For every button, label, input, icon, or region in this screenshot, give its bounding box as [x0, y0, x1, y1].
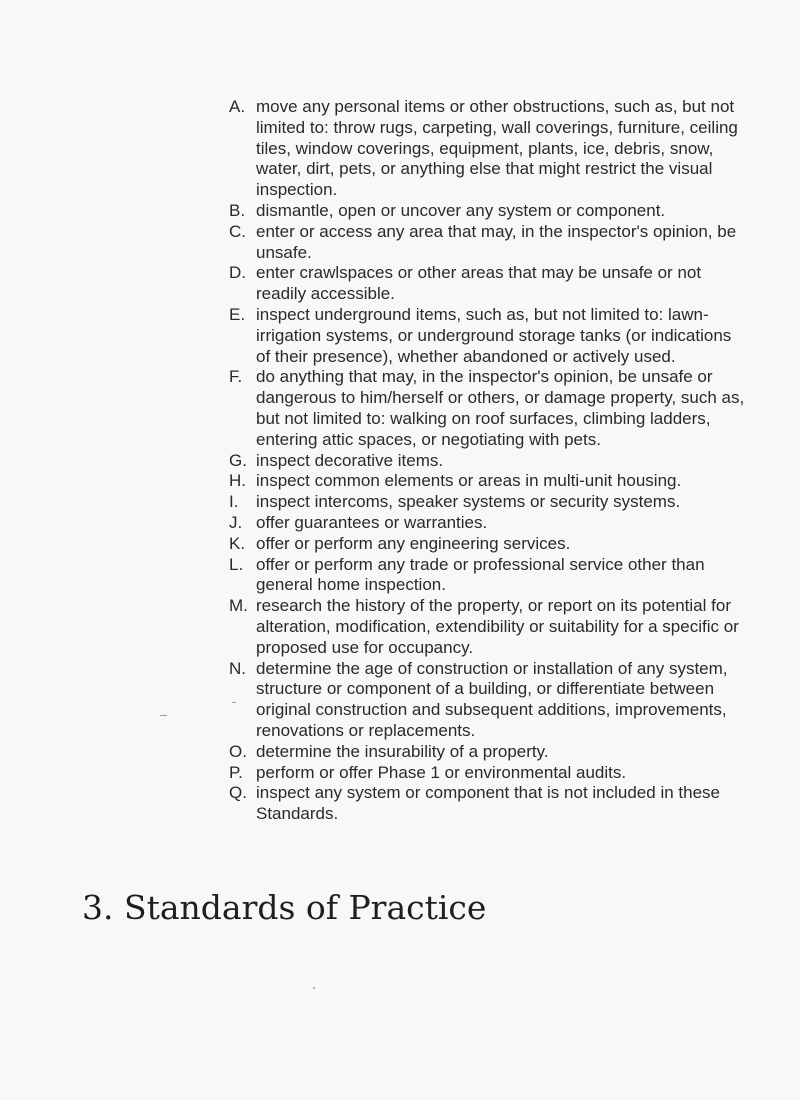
item-text: offer or perform any trade or professional service other than general home inspection.: [256, 554, 705, 595]
list-item: [229, 222, 749, 264]
item-letter: C.: [229, 221, 246, 241]
list-item: [229, 263, 749, 305]
item-text: inspect underground items, such as, but not limited to: lawn-irrigation systems, or underground storage tanks (or indications of their presence), whether abandoned or actively used.: [256, 304, 732, 366]
item-text: enter crawlspaces or other areas that may be unsafe or not readily accessible.: [256, 263, 702, 304]
list-item: [229, 534, 749, 555]
list-item: [229, 596, 749, 658]
item-text: offer guarantees or warranties.: [256, 512, 488, 532]
list-item: [229, 659, 749, 742]
item-text: inspect common elements or areas in multi-unit housing.: [256, 471, 682, 491]
item-text: offer or perform any engineering services.: [256, 533, 571, 553]
section-heading: 3. Standards of Practice: [82, 888, 487, 927]
scan-speck: [313, 987, 315, 989]
item-text: do anything that may, in the inspector's opinion, be unsafe or dangerous to him/herself or others, or damage property, such as, but not limited to: walking on roof surfaces, climbing ladders, entering attic spaces, or negotiating with pets.: [256, 367, 745, 449]
item-text: inspect decorative items.: [256, 450, 444, 470]
item-letter: I.: [229, 492, 239, 512]
list-item: [229, 305, 749, 367]
item-text: determine the insurability of a property.: [256, 741, 549, 761]
item-text: move any personal items or other obstructions, such as, but not limited to: throw rugs, carpeting, wall coverings, furniture, ceiling tiles, window coverings, equipment, plants, ice, debris, snow, water, dirt, pets, or anything else that might restrict the visual inspection.: [256, 97, 738, 200]
item-letter: E.: [229, 304, 246, 324]
item-text: perform or offer Phase 1 or environmental audits.: [256, 762, 627, 782]
item-letter: A.: [229, 97, 246, 116]
item-text: inspect intercoms, speaker systems or security systems.: [256, 492, 681, 512]
item-letter: K.: [229, 533, 246, 553]
item-letter: M.: [229, 596, 248, 616]
list-item: [229, 555, 749, 597]
item-letter: Q.: [229, 783, 247, 803]
list-item: [229, 201, 749, 222]
list-item: [229, 471, 749, 492]
list-item: [229, 783, 749, 825]
item-letter: B.: [229, 200, 246, 220]
item-letter: J.: [229, 512, 243, 532]
scan-speck: [160, 715, 167, 716]
item-letter: L.: [229, 554, 244, 574]
item-text: inspect any system or component that is not included in these Standards.: [256, 783, 720, 824]
list-item: [229, 451, 749, 472]
item-letter: G.: [229, 450, 247, 470]
list-item: [229, 513, 749, 534]
item-letter: O.: [229, 741, 247, 761]
list-item: [229, 492, 749, 513]
item-letter: H.: [229, 471, 246, 491]
item-letter: F.: [229, 367, 243, 387]
list-item: [229, 763, 749, 784]
item-text: research the history of the property, or report on its potential for alteration, modification, extendibility or suitability for a specific or proposed use for occupancy.: [256, 596, 739, 657]
list-item: [229, 97, 749, 201]
exclusions-list: [229, 97, 749, 825]
item-letter: D.: [229, 263, 246, 283]
list-item: [229, 367, 749, 450]
item-letter: P.: [229, 762, 243, 782]
item-text: determine the age of construction or installation of any system, structure or component of a building, or differentiate between original construction and subsequent additions, improvements, renovations or replacements.: [256, 658, 728, 740]
item-text: enter or access any area that may, in the inspector's opinion, be unsafe.: [256, 221, 737, 262]
item-text: dismantle, open or uncover any system or component.: [256, 200, 666, 220]
item-letter: N.: [229, 658, 246, 678]
list-item: [229, 742, 749, 763]
scan-speck: [232, 702, 236, 703]
